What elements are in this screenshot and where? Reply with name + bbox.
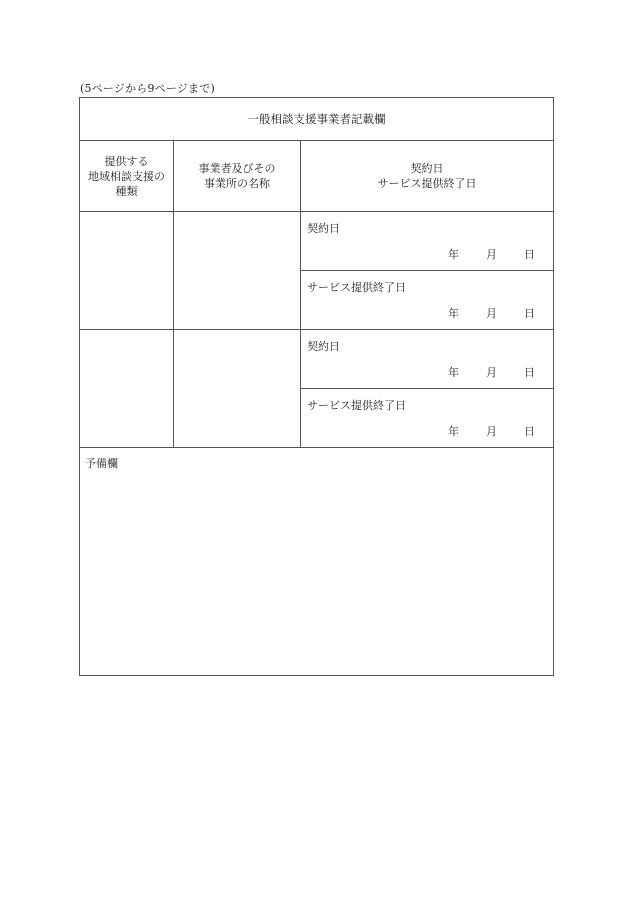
entry1-service-type-field[interactable]	[80, 212, 174, 330]
remarks-field[interactable]	[80, 448, 554, 676]
entry1-end-date-field[interactable]	[301, 271, 554, 330]
header-service-type	[80, 141, 174, 212]
year-label: 年	[448, 366, 460, 379]
date-ymd	[448, 305, 535, 321]
day-label: 日	[524, 425, 536, 438]
header-dates-line2: サービス提供終了日	[377, 177, 477, 190]
entry2-contract-date-field[interactable]	[301, 330, 554, 389]
date-ymd	[448, 364, 535, 380]
page-range-note: (5ページから9ページまで)	[80, 82, 215, 95]
general-consultation-form	[79, 97, 554, 676]
day-label: 日	[524, 366, 536, 379]
header-dates	[301, 141, 554, 212]
contract-date-label: 契約日	[307, 340, 340, 353]
end-date-label: サービス提供終了日	[307, 281, 406, 294]
header-dates-line1: 契約日	[410, 162, 444, 175]
year-label: 年	[448, 248, 460, 261]
year-label: 年	[448, 425, 460, 438]
entry1-provider-field[interactable]	[174, 212, 301, 330]
contract-date-label: 契約日	[307, 222, 340, 235]
month-label: 月	[486, 366, 498, 379]
day-label: 日	[524, 248, 536, 261]
date-ymd	[448, 423, 535, 439]
month-label: 月	[486, 248, 498, 261]
entry2-provider-field[interactable]	[174, 330, 301, 448]
header-service-type-line1: 提供する	[104, 154, 149, 168]
header-service-type-line3: 種類	[115, 184, 138, 198]
header-service-type-line2: 地域相談支援の	[88, 169, 165, 183]
header-provider-line1: 事業者及びその	[198, 162, 276, 175]
entry2-service-type-field[interactable]	[80, 330, 174, 448]
header-provider-line2: 事業所の名称	[204, 177, 270, 190]
end-date-label: サービス提供終了日	[307, 399, 406, 412]
month-label: 月	[486, 425, 498, 438]
year-label: 年	[448, 307, 460, 320]
month-label: 月	[486, 307, 498, 320]
header-provider	[174, 141, 301, 212]
entry1-contract-date-field[interactable]	[301, 212, 554, 271]
entry2-end-date-field[interactable]	[301, 389, 554, 448]
form-title: 一般相談支援事業者記載欄	[80, 98, 554, 141]
remarks-label: 予備欄	[85, 457, 118, 470]
day-label: 日	[524, 307, 536, 320]
date-ymd	[448, 246, 535, 262]
